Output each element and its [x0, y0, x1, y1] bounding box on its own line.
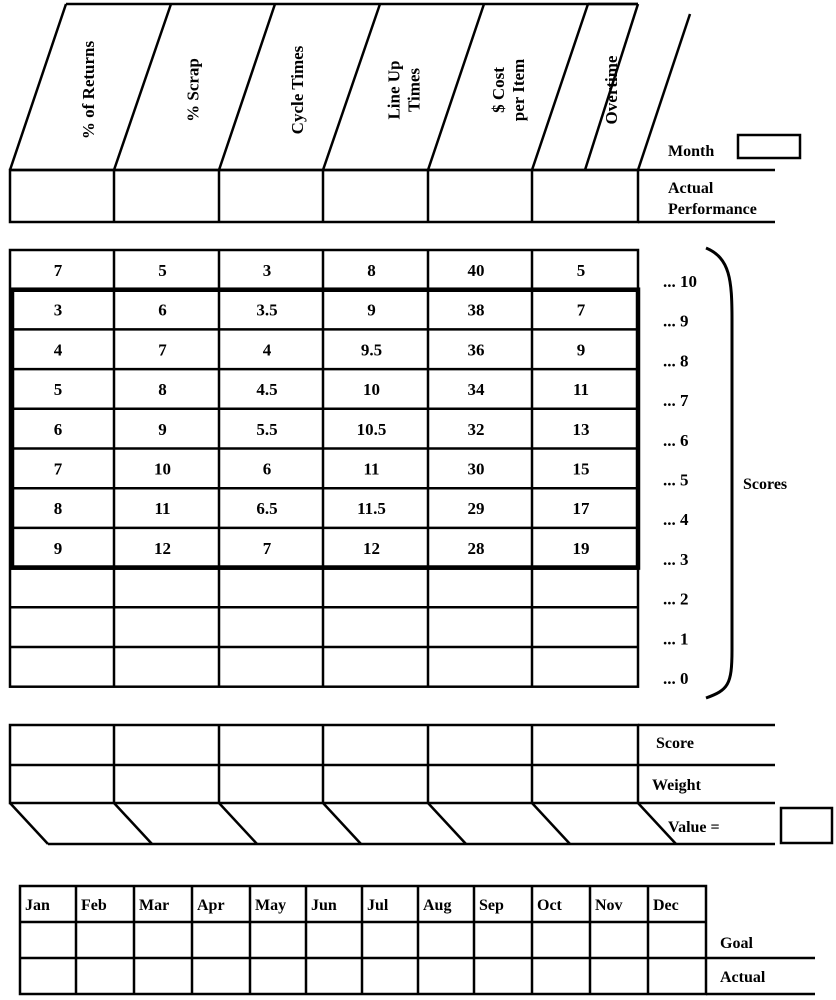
- value-input-box: [781, 808, 832, 843]
- month-header-mar: Mar: [139, 897, 170, 914]
- score-cell-value: 11: [572, 380, 590, 400]
- score-level-label: ... 6: [663, 430, 689, 450]
- month-header-feb: Feb: [81, 897, 107, 914]
- score-cell-value: 40: [467, 261, 485, 280]
- header-slant-line: [114, 4, 171, 170]
- month-header-jul: Jul: [367, 897, 389, 914]
- score-cell-value: 36: [467, 340, 485, 360]
- score-cell-value: 5: [53, 380, 63, 400]
- weight-label: Weight: [652, 777, 701, 794]
- score-cell-value: 7: [158, 340, 167, 360]
- scores-table: [10, 248, 787, 698]
- score-cell-value: 7: [576, 300, 586, 320]
- score-cell-value: 4.5: [256, 380, 278, 400]
- score-cell-value: 12: [363, 538, 380, 558]
- column-title: Line UpTimes: [384, 60, 424, 120]
- month-header-may: May: [255, 897, 287, 914]
- score-cell-value: 38: [467, 300, 485, 320]
- month-label: Month: [668, 143, 715, 160]
- score-cell-value: 11.5: [357, 499, 386, 519]
- summary-section: [10, 725, 832, 844]
- score-level-label: ... 4: [663, 510, 689, 530]
- month-header-oct: Oct: [537, 897, 562, 914]
- score-cell-value: 9.5: [360, 340, 383, 360]
- score-cell-value: 8: [158, 380, 167, 400]
- score-label: Score: [656, 735, 694, 752]
- score-level-label: ... 5: [663, 470, 689, 490]
- score-cell-value: 3.5: [256, 300, 278, 320]
- score-cell-value: 34: [467, 380, 485, 400]
- score-cell-value: 15: [572, 459, 590, 479]
- score-cell-value: 9: [53, 538, 63, 558]
- score-cell-value: 11: [363, 459, 380, 479]
- monthly-tracker: [20, 886, 815, 994]
- score-cell-value: 3: [53, 300, 63, 320]
- score-cell-value: 11: [154, 499, 171, 519]
- column-title: % of Returns: [78, 40, 98, 140]
- score-cell-value: 9: [367, 300, 376, 320]
- score-cell-value: 6.5: [256, 499, 278, 519]
- value-slant-line: [219, 803, 257, 844]
- month-input-box: [738, 135, 800, 158]
- column-title: Cycle Times: [287, 45, 307, 135]
- month-header-jun: Jun: [311, 897, 337, 914]
- score-cell-value: 19: [572, 538, 590, 558]
- score-level-label: ... 0: [663, 669, 689, 688]
- actual-performance-label: Actual Performance: [668, 180, 757, 218]
- goal-label: Goal: [720, 935, 753, 952]
- score-cell-value: 12: [154, 538, 171, 558]
- header-slant-line: [10, 4, 66, 170]
- score-cell-value: 8: [53, 499, 63, 519]
- score-cell-value: 13: [572, 419, 590, 439]
- value-label: Value =: [668, 819, 720, 836]
- value-slant-line: [428, 803, 466, 844]
- score-level-label: ... 8: [663, 351, 689, 371]
- score-cell-value: 5: [158, 261, 167, 280]
- header-slant-line: [219, 4, 275, 170]
- score-cell-value: 32: [467, 419, 485, 439]
- score-cell-value: 5: [576, 261, 586, 280]
- score-cell-value: 5.5: [256, 419, 278, 439]
- header-section: [10, 4, 800, 170]
- score-cell-value: 10: [154, 459, 171, 479]
- score-cell-value: 30: [467, 459, 485, 479]
- score-cell-value: 8: [367, 261, 376, 280]
- month-header-aug: Aug: [423, 897, 452, 914]
- score-cell-value: 10.5: [356, 419, 387, 439]
- month-header-sep: Sep: [479, 897, 504, 914]
- score-level-label: ... 7: [663, 391, 689, 411]
- value-slant-line: [532, 803, 570, 844]
- score-cell-value: 9: [158, 419, 167, 439]
- score-level-label: ... 9: [663, 311, 689, 331]
- column-title: $ Costper Item: [488, 58, 528, 122]
- score-cell-value: 6: [53, 419, 63, 439]
- score-level-label: ... 3: [663, 549, 689, 569]
- score-level-label: ... 2: [663, 589, 689, 609]
- column-title: Overtime: [601, 55, 621, 125]
- month-header-jan: Jan: [25, 897, 50, 914]
- value-slant-line: [114, 803, 152, 844]
- header-slant-line: [428, 4, 484, 170]
- score-cell-value: 4: [53, 340, 63, 360]
- target-band-box: [12, 290, 638, 568]
- score-cell-value: 7: [262, 538, 272, 558]
- month-header-nov: Nov: [595, 897, 623, 914]
- score-cell-value: 6: [158, 300, 167, 320]
- scores-label: Scores: [743, 476, 788, 493]
- month-header-apr: Apr: [197, 897, 225, 914]
- score-cell-value: 29: [467, 499, 485, 519]
- actual-performance-row: [10, 170, 775, 222]
- score-cell-value: 17: [572, 499, 590, 519]
- score-cell-value: 4: [262, 340, 272, 360]
- score-cell-value: 7: [53, 459, 63, 479]
- column-title: % Scrap: [183, 58, 203, 122]
- scores-brace: [706, 248, 732, 698]
- score-cell-value: 9: [576, 340, 586, 360]
- score-level-label: ... 10: [663, 272, 697, 291]
- value-slant-line: [10, 803, 48, 844]
- score-cell-value: 7: [53, 261, 63, 280]
- header-slant-line: [532, 4, 588, 170]
- header-slant-line: [323, 4, 380, 170]
- actual-label: Actual: [720, 969, 766, 986]
- score-cell-value: 10: [363, 380, 380, 400]
- month-header-dec: Dec: [653, 897, 679, 914]
- score-level-label: ... 1: [663, 629, 689, 649]
- score-cell-value: 3: [262, 261, 272, 280]
- score-cell-value: 6: [262, 459, 272, 479]
- value-slant-line: [323, 803, 361, 844]
- score-cell-value: 28: [467, 538, 485, 558]
